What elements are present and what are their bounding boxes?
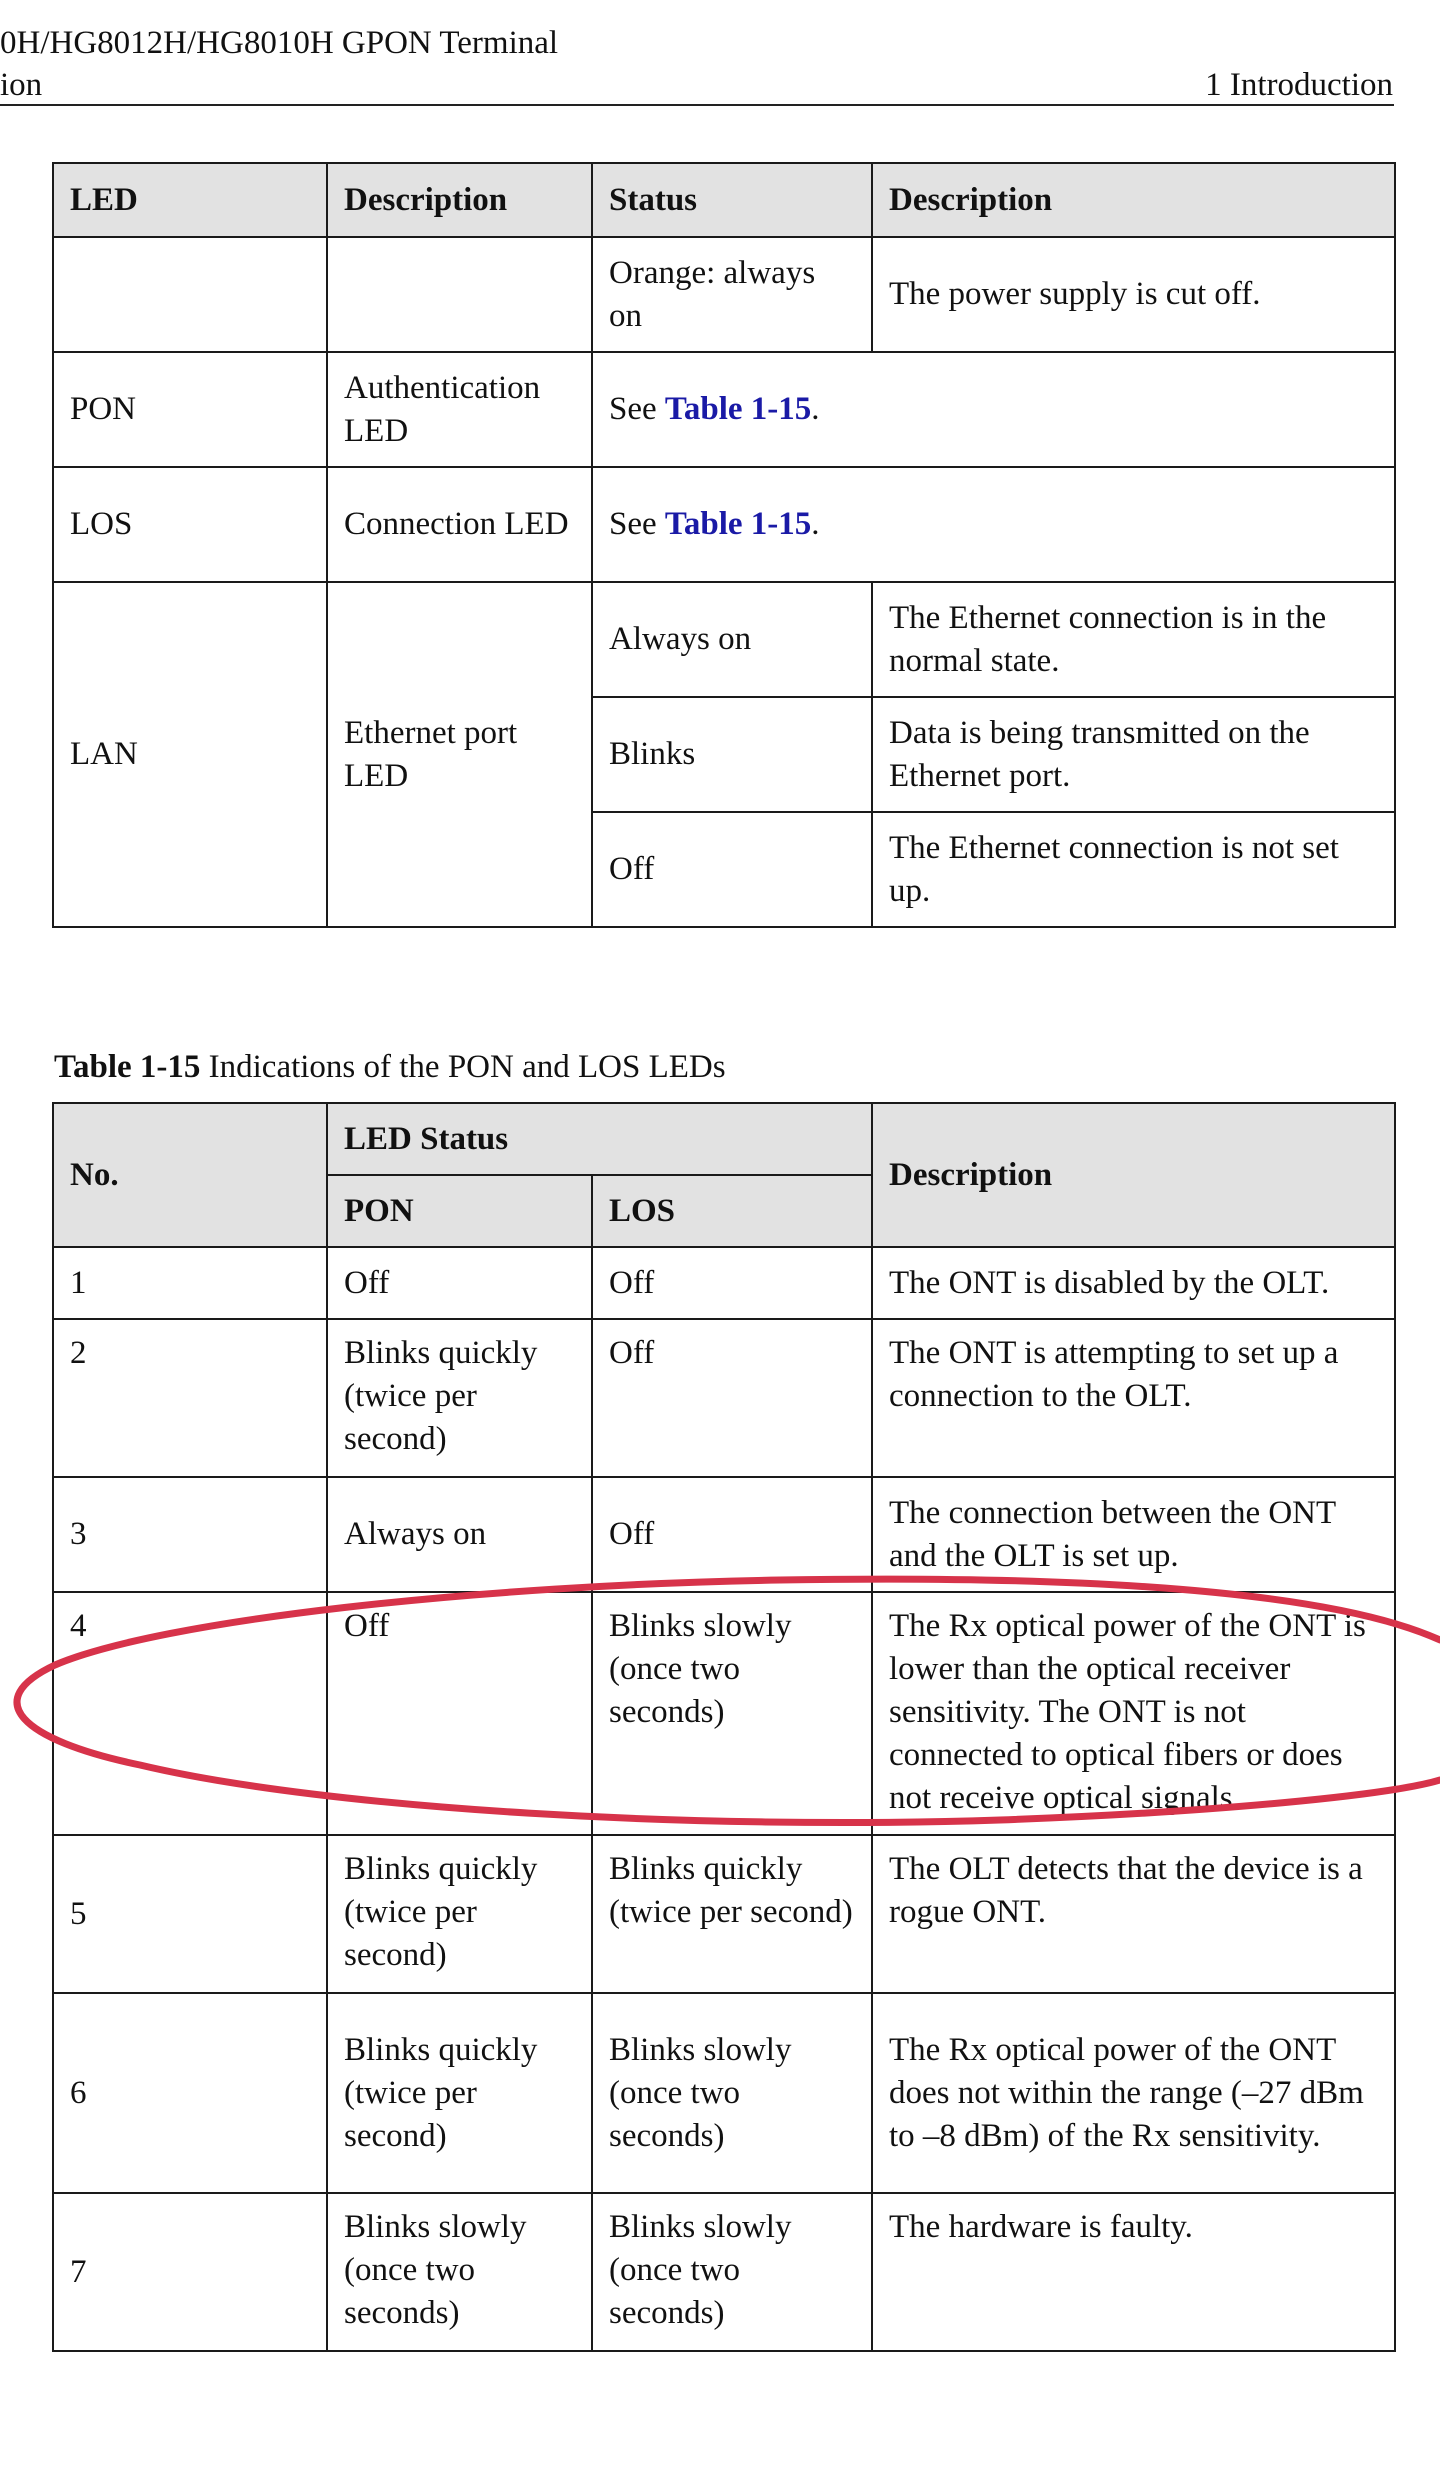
- table-header-row: [53, 1103, 1395, 1175]
- status-description-cell: The power supply is cut off.: [872, 237, 1395, 352]
- no-cell: 7: [53, 2193, 327, 2351]
- description-cell: The ONT is disabled by the OLT.: [872, 1247, 1395, 1319]
- table-row: [53, 1835, 1395, 1993]
- col-header-status-description: Description: [872, 163, 1395, 237]
- table-1-15-link[interactable]: Table 1-15: [664, 391, 812, 427]
- see-suffix: .: [811, 506, 820, 542]
- table-row: [53, 1319, 1395, 1477]
- no-cell: 6: [53, 1993, 327, 2193]
- status-cell: Blinks: [592, 697, 872, 812]
- description-cell: The Rx optical power of the ONT is lower than the optical receiver sensitivity. The ONT is not connected to optical fibers or does not receive optical signals.: [872, 1592, 1395, 1835]
- pon-cell: Blinks quickly (twice per second): [327, 1835, 592, 1993]
- description-cell: The Rx optical power of the ONT does not within the range (–27 dBm to –8 dBm) of the Rx sensitivity.: [872, 1993, 1395, 2193]
- table-row: [53, 582, 1395, 697]
- pon-cell: Off: [327, 1247, 592, 1319]
- los-cell: Off: [592, 1319, 872, 1477]
- led-table-header-row: [53, 163, 1395, 237]
- pon-cell: Blinks quickly (twice per second): [327, 1319, 592, 1477]
- doc-header-subtitle: ion: [0, 67, 43, 103]
- status-cell: Always on: [592, 582, 872, 697]
- no-cell: 2: [53, 1319, 327, 1477]
- los-cell: Off: [592, 1477, 872, 1592]
- description-cell: The OLT detects that the device is a rogue ONT.: [872, 1835, 1395, 1993]
- description-cell: The connection between the ONT and the OLT is set up.: [872, 1477, 1395, 1592]
- see-prefix: See: [609, 391, 665, 427]
- led-cell: LAN: [53, 582, 327, 927]
- pon-cell: Off: [327, 1592, 592, 1835]
- see-prefix: See: [609, 506, 665, 542]
- table-1-15-link[interactable]: Table 1-15: [664, 506, 812, 542]
- see-suffix: .: [811, 391, 820, 427]
- no-cell: 1: [53, 1247, 327, 1319]
- col-header-los: LOS: [592, 1175, 872, 1247]
- table-row: [53, 1592, 1395, 1835]
- description-cell: Authentication LED: [327, 352, 592, 467]
- col-header-description: Description: [327, 163, 592, 237]
- status-description-cell: The Ethernet connection is in the normal state.: [872, 582, 1395, 697]
- led-cell: PON: [53, 352, 327, 467]
- los-cell: Blinks slowly (once two seconds): [592, 1592, 872, 1835]
- table-row: [53, 1247, 1395, 1319]
- led-cell: LOS: [53, 467, 327, 582]
- status-cell: [592, 352, 1395, 467]
- no-cell: 5: [53, 1835, 327, 1993]
- pon-cell: Blinks slowly (once two seconds): [327, 2193, 592, 2351]
- table-caption: [54, 1047, 726, 1087]
- los-cell: Blinks slowly (once two seconds): [592, 1993, 872, 2193]
- table-row: [53, 2193, 1395, 2351]
- led-cell: [53, 237, 327, 352]
- los-cell: Blinks quickly (twice per second): [592, 1835, 872, 1993]
- col-header-description: Description: [872, 1103, 1395, 1247]
- doc-header-section: 1 Introduction: [1205, 67, 1393, 103]
- table-row: [53, 467, 1395, 582]
- description-cell: Ethernet port LED: [327, 582, 592, 927]
- col-header-led-status: LED Status: [327, 1103, 872, 1175]
- led-table: [52, 162, 1396, 928]
- table-row: [53, 1993, 1395, 2193]
- col-header-pon: PON: [327, 1175, 592, 1247]
- status-cell: Off: [592, 812, 872, 927]
- caption-text: Indications of the PON and LOS LEDs: [200, 1049, 726, 1085]
- header-rule: [0, 104, 1394, 106]
- table-row: [53, 237, 1395, 352]
- status-cell: [592, 467, 1395, 582]
- status-description-cell: The Ethernet connection is not set up.: [872, 812, 1395, 927]
- status-cell: Orange: always on: [592, 237, 872, 352]
- status-description-cell: Data is being transmitted on the Ethernet port.: [872, 697, 1395, 812]
- pon-cell: Always on: [327, 1477, 592, 1592]
- description-cell: [327, 237, 592, 352]
- doc-header-title: 0H/HG8012H/HG8010H GPON Terminal: [0, 25, 559, 61]
- table-row: [53, 1477, 1395, 1592]
- pon-los-table: [52, 1102, 1396, 2352]
- col-header-led: LED: [53, 163, 327, 237]
- description-cell: Connection LED: [327, 467, 592, 582]
- description-cell: The hardware is faulty.: [872, 2193, 1395, 2351]
- col-header-status: Status: [592, 163, 872, 237]
- table-row: [53, 352, 1395, 467]
- col-header-no: No.: [53, 1103, 327, 1247]
- los-cell: Blinks slowly (once two seconds): [592, 2193, 872, 2351]
- no-cell: 4: [53, 1592, 327, 1835]
- caption-label: Table 1-15: [54, 1049, 201, 1085]
- no-cell: 3: [53, 1477, 327, 1592]
- los-cell: Off: [592, 1247, 872, 1319]
- description-cell: The ONT is attempting to set up a connection to the OLT.: [872, 1319, 1395, 1477]
- pon-cell: Blinks quickly (twice per second): [327, 1993, 592, 2193]
